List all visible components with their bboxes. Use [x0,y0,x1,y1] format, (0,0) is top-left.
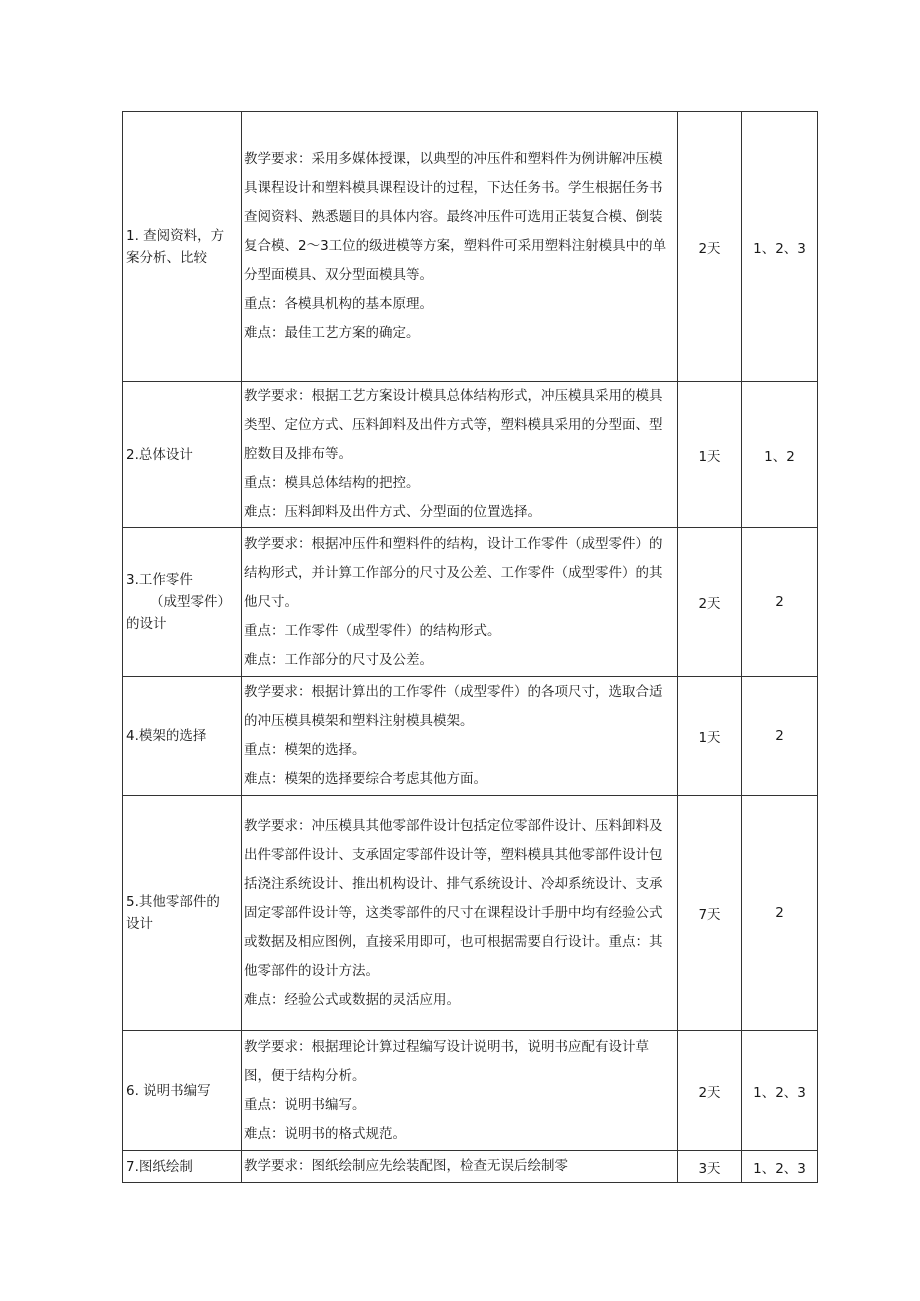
stage-name-line: 7.图纸绘制 [126,1158,193,1175]
teaching-requirement: 教学要求：根据计算出的工作零件（成型零件）的各项尺寸，选取合适的冲压模具模架和塑料注射模具模架。 [244,684,663,729]
teaching-requirement: 教学要求：根据理论计算过程编写设计说明书，说明书应配有设计草图，便于结构分析。 [244,1038,649,1084]
duration-cell: 2天 [678,1031,742,1151]
stage-name-cell [123,112,242,382]
difficulty: 难点：经验公式或数据的灵活应用。 [244,991,460,1008]
key-point: 重点：模架的选择。 [244,742,366,758]
difficulty: 难点：说明书的格式规范。 [244,1125,406,1142]
difficulty: 难点：压料卸料及出件方式、分型面的位置选择。 [244,504,541,520]
teaching-content-cell [242,1151,678,1183]
teaching-content-cell [242,112,678,382]
difficulty: 难点：最佳工艺方案的确定。 [244,325,420,341]
stage-name-cell [123,382,242,528]
teaching-requirement: 教学要求：图纸绘制应先绘装配图，检查无误后绘制零 [244,1158,568,1174]
stage-name-line: 的设计 [126,616,167,632]
references-cell: 1、2、3 [742,1031,818,1151]
stage-name-line: 5.其他零部件的 [126,894,220,910]
duration-cell: 2天 [678,528,742,677]
references-cell: 1、2 [742,382,818,528]
course-schedule-table [122,111,818,1183]
duration-cell: 7天 [678,796,742,1031]
table-row [123,796,818,1031]
teaching-content-cell [242,796,678,1031]
teaching-content-cell [242,677,678,796]
teaching-content-cell [242,382,678,528]
stage-name-line: 6. 说明书编写 [126,1082,211,1099]
references-cell: 2 [742,677,818,796]
stage-name-line: 4.模架的选择 [126,728,207,744]
difficulty: 难点：模架的选择要综合考虑其他方面。 [244,771,487,787]
duration-cell: 1天 [678,382,742,528]
key-point: 重点：各模具机构的基本原理。 [244,296,433,312]
table-row [123,112,818,382]
table-row [123,677,818,796]
teaching-requirement: 教学要求：根据冲压件和塑料件的结构，设计工作零件（成型零件）的结构形式，并计算工作部分的尺寸及公差、工作零件（成型零件）的其他尺寸。 [244,535,663,610]
table-row [123,1151,818,1183]
key-point: 重点：说明书编写。 [244,1096,366,1113]
table-row [123,382,818,528]
teaching-content-cell [242,1031,678,1151]
stage-name-line: 2.总体设计 [126,446,193,463]
stage-name-cell [123,528,242,677]
duration-cell: 1天 [678,677,742,796]
stage-name-line: 3.工作零件 [126,572,193,588]
teaching-requirement: 教学要求：采用多媒体授课，以典型的冲压件和塑料件为例讲解冲压模具课程设计和塑料模具课程设计的过程，下达任务书。学生根据任务书查阅资料、熟悉题目的具体内容。最终冲压件可选用正装复合模、倒装复合模、2～3工位的级进模等方案，塑料件可采用塑料注射模具中的单分型面模具、双分型面模具等。 [244,151,667,283]
references-cell: 1、2、3 [742,1151,818,1183]
key-point: 重点：工作零件（成型零件）的结构形式。 [244,622,501,639]
duration-cell: 2天 [678,112,742,382]
stage-name-line: （成型零件） [150,594,231,610]
difficulty: 难点：工作部分的尺寸及公差。 [244,651,433,668]
references-cell: 1、2、3 [742,112,818,382]
key-point: 重点：模具总体结构的把控。 [244,475,420,491]
table-row [123,1031,818,1151]
duration-cell: 3天 [678,1151,742,1183]
references-cell: 2 [742,528,818,677]
stage-name-line: 案分析、比较 [126,249,207,266]
stage-name-line: 1. 查阅资料，方 [126,227,225,244]
stage-name-cell [123,677,242,796]
teaching-requirement: 教学要求：冲压模具其他零部件设计包括定位零部件设计、压料卸料及出件零部件设计、支承固定零部件设计等，塑料模具其他零部件设计包括浇注系统设计、推出机构设计、排气系统设计、冷却系统设计、支承固定零部件设计等，这类零部件的尺寸在课程设计手册中均有经验公式或数据及相应图例，直接采用即可，也可根据需要自行设计。重点：其他零部件的设计方法。 [244,817,663,979]
stage-name-cell [123,1031,242,1151]
references-cell: 2 [742,796,818,1031]
teaching-requirement: 教学要求：根据工艺方案设计模具总体结构形式，冲压模具采用的模具类型、定位方式、压料卸料及出件方式等，塑料模具采用的分型面、型腔数目及排布等。 [244,388,663,462]
stage-name-line: 设计 [126,916,153,932]
stage-name-cell [123,796,242,1031]
teaching-content-cell [242,528,678,677]
table-row [123,528,818,677]
stage-name-cell [123,1151,242,1183]
